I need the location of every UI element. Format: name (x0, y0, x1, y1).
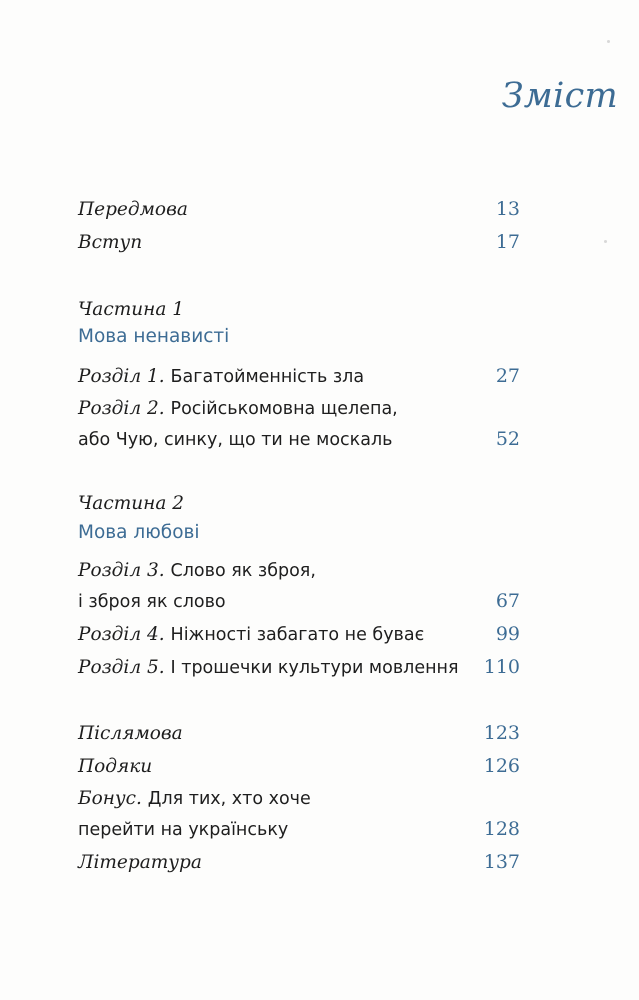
part-label: Частина 2 (78, 493, 185, 514)
page-number: 110 (483, 656, 520, 678)
page-number: 52 (495, 428, 520, 450)
entry-label: Література (78, 852, 202, 873)
toc-entry-foreword (78, 194, 520, 225)
chapter-title: Багатойменність зла (170, 367, 365, 387)
part-1-title: Мова ненависті (78, 326, 230, 347)
chapter-prefix: Розділ 3. (78, 560, 165, 581)
page-number: 27 (495, 365, 520, 387)
toc-entry-bonus (78, 784, 520, 845)
page-title: Зміст (501, 76, 618, 116)
toc-entry-chapter-2 (78, 394, 520, 455)
chapter-title: Для тих, хто хоче (147, 789, 311, 809)
part-label: Частина 1 (78, 299, 185, 320)
chapter-prefix: Розділ 1. (78, 366, 165, 387)
entry-label: Передмова (78, 199, 188, 220)
entry-label: Післямова (78, 723, 183, 744)
entry-label: Подяки (78, 756, 153, 777)
part-2-label (78, 489, 520, 519)
page-number: 126 (483, 755, 520, 777)
toc-entry-introduction (78, 227, 520, 258)
page-number: 17 (495, 231, 520, 253)
page-number: 123 (483, 722, 520, 744)
part-2-title: Мова любові (78, 522, 200, 543)
scan-speck (607, 40, 610, 43)
chapter-title: Слово як зброя, (170, 561, 316, 581)
toc-entry-chapter-3 (78, 556, 520, 617)
toc-entry-chapter-1 (78, 361, 520, 392)
toc-entry-acknowledgements (78, 751, 520, 782)
toc-entry-literature (78, 847, 520, 878)
page-number: 99 (495, 623, 520, 645)
toc-entry-chapter-5 (78, 652, 520, 683)
page-number: 128 (483, 818, 520, 840)
toc-entry-chapter-4 (78, 619, 520, 650)
chapter-title: Російськомовна щелепа, (170, 399, 398, 419)
chapter-prefix: Розділ 4. (78, 624, 165, 645)
chapter-title: Ніжності забагато не буває (170, 625, 425, 645)
page-number: 13 (495, 198, 520, 220)
page-number: 137 (483, 851, 520, 873)
chapter-prefix: Розділ 2. (78, 398, 165, 419)
chapter-prefix: Розділ 5. (78, 657, 165, 678)
part-1-label (78, 295, 520, 325)
chapter-title: І трошечки культури мовлення (170, 658, 459, 678)
chapter-title-continued: перейти на українську (78, 820, 289, 840)
entry-label: Вступ (78, 232, 143, 253)
page-number: 67 (495, 590, 520, 612)
chapter-title-continued: і зброя як слово (78, 592, 226, 612)
toc-entry-afterword (78, 718, 520, 749)
chapter-prefix: Бонус. (78, 788, 142, 809)
chapter-title-continued: або Чую, синку, що ти не москаль (78, 430, 393, 450)
scan-speck (604, 240, 607, 243)
